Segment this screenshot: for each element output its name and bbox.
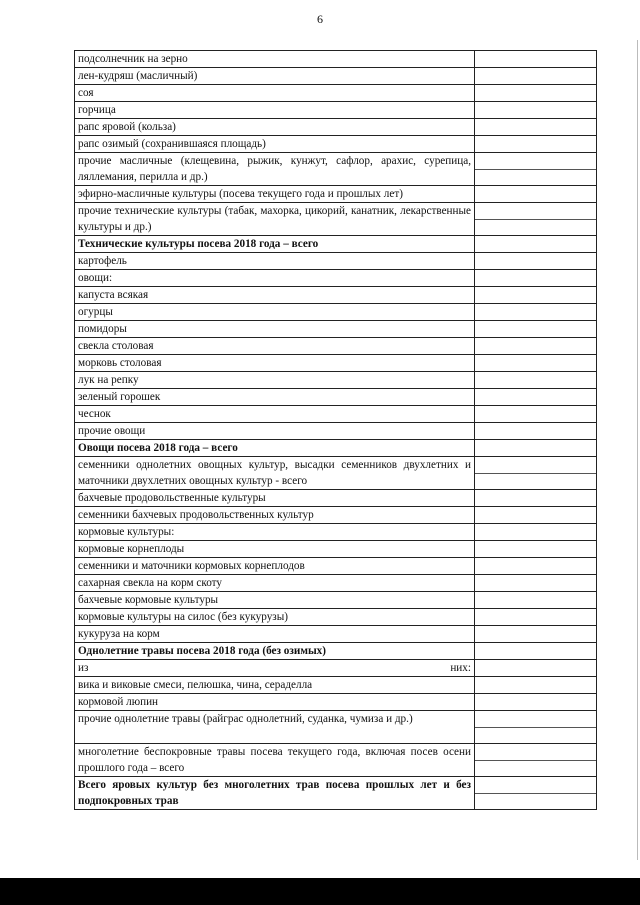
table-row (75, 406, 597, 423)
table-row (75, 660, 597, 677)
table-row (75, 203, 597, 236)
row-label: морковь столовая (75, 355, 475, 372)
value-cell[interactable] (475, 304, 597, 321)
table-row (75, 153, 597, 186)
value-cell[interactable] (475, 626, 597, 643)
value-cell[interactable] (475, 355, 597, 372)
row-label: овощи: (75, 270, 475, 287)
row-label: эфирно-масличные культуры (посева текущего года и прошлых лет) (75, 186, 475, 203)
row-total-label: Однолетние травы посева 2018 года (без озимых) (75, 643, 475, 660)
table-row (75, 186, 597, 203)
value-cell[interactable] (475, 440, 597, 457)
row-label: кормовые культуры: (75, 524, 475, 541)
table-row (75, 490, 597, 507)
value-cell[interactable] (475, 372, 597, 389)
value-cell[interactable] (475, 338, 597, 355)
table-row (75, 677, 597, 694)
row-label: помидоры (75, 321, 475, 338)
value-cell[interactable] (475, 186, 597, 203)
row-label: семенники однолетних овощных культур, высадки семенников двухлетних и маточники двухлетних овощных культур - всего (75, 457, 475, 490)
value-cell[interactable] (475, 609, 597, 626)
value-cell[interactable] (475, 660, 597, 677)
row-label: прочие однолетние травы (райграс однолетний, суданка, чумиза и др.) (75, 711, 475, 744)
row-label: бахчевые кормовые культуры (75, 592, 475, 609)
value-cell[interactable] (475, 119, 597, 136)
table-row (75, 119, 597, 136)
value-cell[interactable] (475, 253, 597, 270)
row-label: горчица (75, 102, 475, 119)
row-label: чеснок (75, 406, 475, 423)
table-row (75, 423, 597, 440)
value-cell[interactable] (475, 406, 597, 423)
value-cell[interactable] (475, 236, 597, 253)
row-label: кукуруза на корм (75, 626, 475, 643)
value-cell[interactable] (475, 524, 597, 541)
value-cell[interactable] (475, 389, 597, 406)
row-label: сахарная свекла на корм скоту (75, 575, 475, 592)
row-label: рапс яровой (кольза) (75, 119, 475, 136)
row-label: лук на репку (75, 372, 475, 389)
crops-table (74, 50, 597, 810)
table-row (75, 304, 597, 321)
value-cell[interactable] (475, 68, 597, 85)
row-label: многолетние беспокровные травы посева текущего года, включая посев осени прошлого года – всего (75, 744, 475, 777)
table-row (75, 643, 597, 660)
row-label: прочие технические культуры (табак, махорка, цикорий, канатник, лекарственные культуры и др.) (75, 203, 475, 236)
value-cell[interactable] (475, 102, 597, 119)
table-row (75, 102, 597, 119)
table-row (75, 355, 597, 372)
row-label: лен-кудряш (масличный) (75, 68, 475, 85)
row-label: вика и виковые смеси, пелюшка, чина, сераделла (75, 677, 475, 694)
table-row (75, 777, 597, 810)
value-cell[interactable] (475, 711, 597, 744)
row-label: прочие масличные (клещевина, рыжик, кунжут, сафлор, арахис, сурепица, ляллемания, перилла и др.) (75, 153, 475, 186)
row-label: капуста всякая (75, 287, 475, 304)
row-total-label: Технические культуры посева 2018 года – всего (75, 236, 475, 253)
table-row (75, 541, 597, 558)
row-label: кормовые культуры на силос (без кукурузы) (75, 609, 475, 626)
value-cell[interactable] (475, 777, 597, 810)
row-label: зеленый горошек (75, 389, 475, 406)
value-cell[interactable] (475, 203, 597, 236)
row-label: рапс озимый (сохранившаяся площадь) (75, 136, 475, 153)
value-cell[interactable] (475, 270, 597, 287)
table-row (75, 372, 597, 389)
value-cell[interactable] (475, 507, 597, 524)
value-cell[interactable] (475, 287, 597, 304)
value-cell[interactable] (475, 677, 597, 694)
table-row (75, 287, 597, 304)
table-row (75, 321, 597, 338)
table-row (75, 457, 597, 490)
table-row (75, 440, 597, 457)
row-label: бахчевые продовольственные культуры (75, 490, 475, 507)
row-label: семенники и маточники кормовых корнеплодов (75, 558, 475, 575)
table-row (75, 558, 597, 575)
table-row (75, 592, 597, 609)
value-cell[interactable] (475, 457, 597, 490)
table-row (75, 609, 597, 626)
row-total-label: Всего яровых культур без многолетних трав посева прошлых лет и без подпокровных трав (75, 777, 475, 810)
table-row (75, 507, 597, 524)
scan-border (0, 878, 640, 905)
value-cell[interactable] (475, 85, 597, 102)
row-label: соя (75, 85, 475, 102)
value-cell[interactable] (475, 153, 597, 186)
row-label: огурцы (75, 304, 475, 321)
table-row (75, 524, 597, 541)
table-row (75, 694, 597, 711)
table-row (75, 68, 597, 85)
row-label: свекла столовая (75, 338, 475, 355)
value-cell[interactable] (475, 643, 597, 660)
table-row (75, 711, 597, 744)
value-cell[interactable] (475, 694, 597, 711)
table-row (75, 270, 597, 287)
table-row (75, 626, 597, 643)
value-cell[interactable] (475, 592, 597, 609)
row-label: из них: (75, 660, 475, 677)
value-cell[interactable] (475, 51, 597, 68)
row-label: подсолнечник на зерно (75, 51, 475, 68)
table-row (75, 575, 597, 592)
page-number: 6 (317, 12, 323, 26)
table-row (75, 338, 597, 355)
value-cell[interactable] (475, 423, 597, 440)
value-cell[interactable] (475, 490, 597, 507)
table-row (75, 136, 597, 153)
row-label: кормовые корнеплоды (75, 541, 475, 558)
table-row (75, 744, 597, 777)
value-cell[interactable] (475, 558, 597, 575)
value-cell[interactable] (475, 575, 597, 592)
row-label: кормовой люпин (75, 694, 475, 711)
row-total-label: Овощи посева 2018 года – всего (75, 440, 475, 457)
row-label: картофель (75, 253, 475, 270)
table-row (75, 51, 597, 68)
value-cell[interactable] (475, 321, 597, 338)
value-cell[interactable] (475, 744, 597, 777)
row-label: прочие овощи (75, 423, 475, 440)
scan-edge (637, 40, 638, 860)
table-row (75, 236, 597, 253)
value-cell[interactable] (475, 136, 597, 153)
table-row (75, 389, 597, 406)
value-cell[interactable] (475, 541, 597, 558)
table-row (75, 85, 597, 102)
row-label: семенники бахчевых продовольственных культур (75, 507, 475, 524)
table-row (75, 253, 597, 270)
